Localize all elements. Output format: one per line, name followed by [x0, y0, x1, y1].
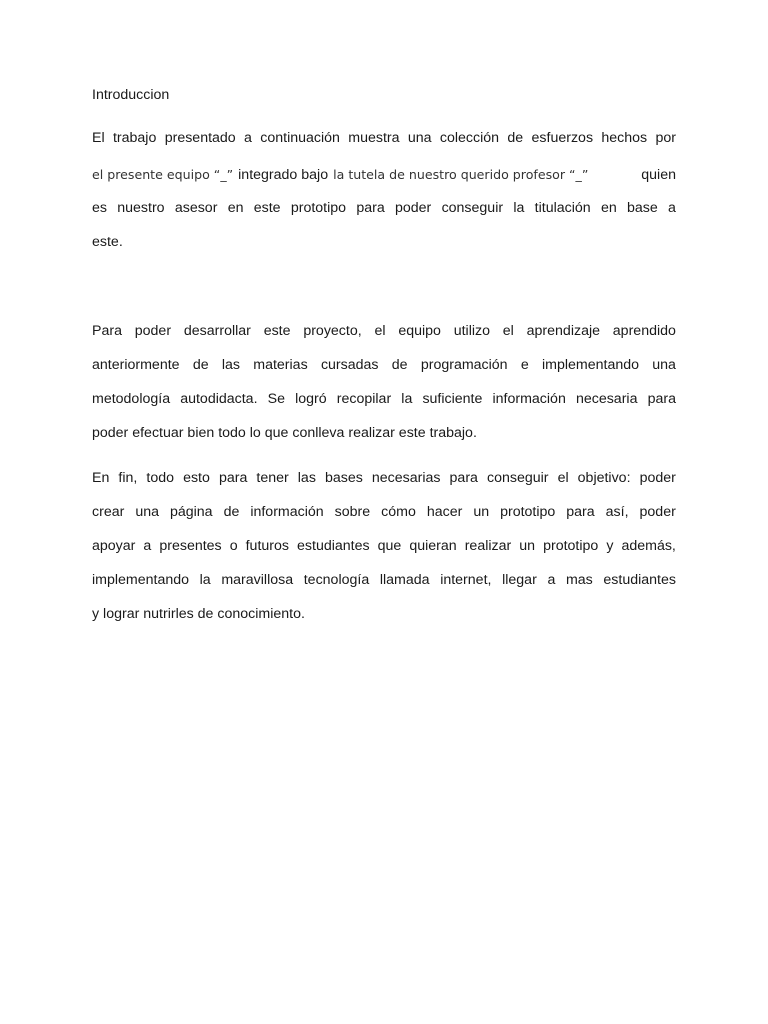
p3-line1: En fin, todo esto para tener las bases necesarias para conseguir el objetivo: poder [92, 470, 676, 486]
p1-line2 [92, 166, 676, 184]
p1-line4: este. [92, 234, 123, 250]
p3-line2: crear una página de información sobre cómo hacer un prototipo para así, poder [92, 504, 676, 520]
p1-line1: El trabajo presentado a continuación muestra una colección de esfuerzos hechos por [92, 130, 676, 146]
p2-line2: anteriormente de las materias cursadas de programación e implementando una [92, 357, 676, 373]
p3-line5: y lograr nutrirles de conocimiento. [92, 606, 305, 622]
p2-line3: metodología autodidacta. Se logró recopilar la suficiente información necesaria para [92, 391, 676, 407]
p2-line4: poder efectuar bien todo lo que conlleva realizar este trabajo. [92, 425, 477, 441]
p1-line2-part1: el presente equipo “_” [92, 167, 234, 182]
p1-line2-part4: quien [641, 167, 676, 183]
p1-line2-part2: integrado bajo [238, 167, 329, 183]
p2-line1: Para poder desarrollar este proyecto, el equipo utilizo el aprendizaje aprendido [92, 323, 676, 339]
p1-line2-part3: la tutela de nuestro querido profesor “_” [333, 167, 589, 182]
p3-line3: apoyar a presentes o futuros estudiantes que quieran realizar un prototipo y además, [92, 538, 676, 554]
p1-line3: es nuestro asesor en este prototipo para poder conseguir la titulación en base a [92, 200, 676, 216]
p3-line4: implementando la maravillosa tecnología llamada internet, llegar a mas estudiantes [92, 572, 676, 588]
heading: Introduccion [92, 87, 170, 103]
